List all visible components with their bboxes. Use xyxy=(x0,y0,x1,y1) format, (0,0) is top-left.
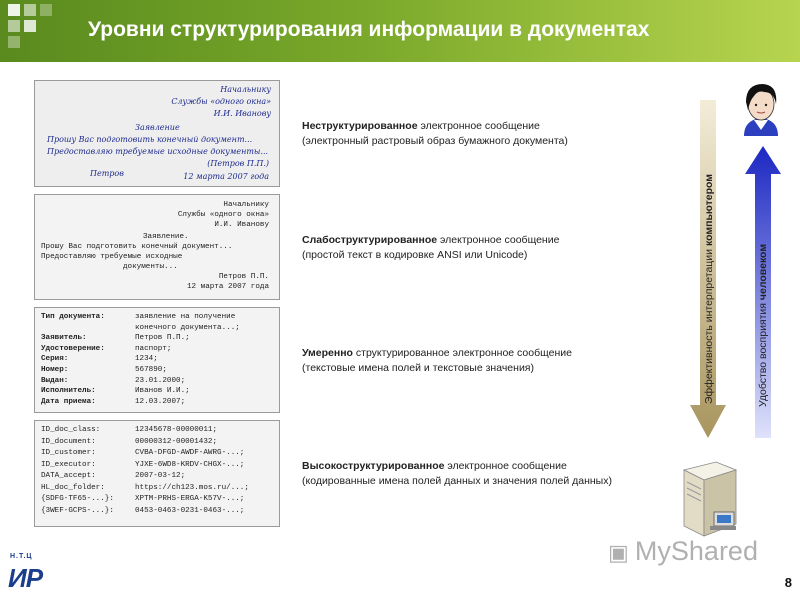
doc1-line: Предоставляю требуемые исходные документы... xyxy=(47,147,269,156)
doc4-field-name: ID_doc_class: xyxy=(41,426,101,434)
desc-bold: Слабоструктурированное xyxy=(302,234,438,246)
doc4-field-name: HL_doc_folder: xyxy=(41,483,105,492)
desc-bold: Умеренно xyxy=(302,347,353,359)
desc-bold: Неструктурированное xyxy=(302,120,418,132)
doc3-field-value: 12.03.2007; xyxy=(135,397,186,406)
doc4-field-value: https://ch123.mos.ru/...; xyxy=(135,483,249,492)
page-number: 8 xyxy=(784,575,792,590)
doc3-field-value: Иванов И.И.; xyxy=(135,387,190,396)
doc2-line: Прошу Вас подготовить конечный документ... xyxy=(41,243,233,251)
coded-document xyxy=(34,420,280,527)
doc3-field-name: Дата приема: xyxy=(41,397,96,406)
desc-bold: Высокоструктурированное xyxy=(302,460,445,472)
computer-label-bold: компьютером xyxy=(703,173,715,247)
doc2-line: Начальнику xyxy=(223,201,269,209)
watermark: ▣ MyShared xyxy=(608,536,758,566)
server-icon xyxy=(676,458,744,538)
doc1-line: Заявление xyxy=(135,123,180,132)
doc3-field-value: конечного документа...; xyxy=(135,323,240,332)
person-icon xyxy=(736,80,786,136)
desc-rest: структурированное электронное сообщение xyxy=(352,347,572,359)
desc-rest: электронное сообщение xyxy=(444,460,567,472)
scanned-document xyxy=(34,80,280,187)
doc4-field-value: YJXE-6WD8-KRDV-CHGX-...; xyxy=(135,460,245,469)
doc4-field-name: {3WEF-GCPS-...}: xyxy=(41,506,114,515)
fielded-text-document xyxy=(34,307,280,413)
human-label-plain: Удобство восприятия xyxy=(757,300,769,407)
description-highly-structured xyxy=(302,459,682,489)
header-decoration xyxy=(0,0,80,62)
company-logo: ИР xyxy=(8,563,43,593)
doc2-line: документы... xyxy=(123,263,178,271)
doc2-line: Петров П.П. xyxy=(218,273,269,281)
human-label-bold: человеком xyxy=(757,243,769,301)
doc3-field-name: Тип документа: xyxy=(41,313,105,321)
doc2-line: 12 марта 2007 года xyxy=(186,283,269,291)
header-bar xyxy=(0,0,800,62)
doc4-field-name: DATA_accept: xyxy=(41,472,96,480)
doc3-field-name: Номер: xyxy=(41,366,69,374)
doc3-field-value: заявление на получение xyxy=(135,313,236,321)
doc1-line: Начальнику xyxy=(220,85,271,94)
doc1-line: (Петров П.П.) xyxy=(207,159,269,168)
desc-rest: электронное сообщение xyxy=(437,234,560,246)
plain-text-document xyxy=(34,194,280,300)
doc1-line: Петров xyxy=(90,169,124,178)
doc4-field-value: 2007-03-12; xyxy=(135,472,186,480)
doc4-field-name: ID_executor: xyxy=(41,460,96,469)
doc1-line: 12 марта 2007 года xyxy=(183,172,269,181)
description-weakly-structured xyxy=(302,233,682,263)
doc1-line: Службы «одного окна» xyxy=(171,97,271,106)
desc-sub: (электронный растровый образ бумажного документа) xyxy=(302,135,568,147)
doc2-line: И.И. Иванову xyxy=(214,221,269,229)
description-moderately-structured xyxy=(302,346,682,376)
doc4-field-value: 0453-0463-0231-0463-...; xyxy=(135,506,245,515)
doc2-line: Заявление. xyxy=(143,233,189,241)
doc3-field-name: Исполнитель: xyxy=(41,387,96,396)
doc2-line: Предоставляю требуемые исходные xyxy=(41,253,183,261)
doc1-line: Прошу Вас подготовить конечный документ... xyxy=(47,135,253,144)
doc3-field-name: Удостоверение: xyxy=(41,344,105,353)
page-title: Уровни структурирования информации в документах xyxy=(88,18,650,41)
doc4-field-value: CVBA-DFGD-AWDF-AWRG-...; xyxy=(135,449,245,457)
desc-sub: (кодированные имена полей данных и значения полей данных) xyxy=(302,475,612,487)
computer-efficiency-label xyxy=(703,174,715,404)
doc3-field-value: 1234; xyxy=(135,355,158,364)
doc1-line: И.И. Иванову xyxy=(213,109,271,118)
doc3-field-value: паспорт; xyxy=(135,344,172,353)
desc-rest: электронное сообщение xyxy=(417,120,540,132)
doc4-field-name: {SDFG-TF65-...}: xyxy=(41,495,114,503)
doc3-field-value: Петров П.П.; xyxy=(135,334,190,343)
doc3-field-name: Серия: xyxy=(41,355,69,364)
desc-sub: (текстовые имена полей и текстовые значения) xyxy=(302,362,534,374)
doc4-field-name: ID_document: xyxy=(41,437,96,446)
doc3-field-value: 567890; xyxy=(135,366,167,374)
desc-sub: (простой текст в кодировке ANSI или Unicode) xyxy=(302,249,528,261)
watermark-text: MyShared xyxy=(634,536,758,566)
doc3-field-value: 23.01.2000; xyxy=(135,376,186,385)
human-convenience-label xyxy=(757,244,769,407)
computer-label-plain: Эффективность интерпретации xyxy=(703,246,715,404)
doc4-field-value: XPTM-PRHS-ERGA-K57V-...; xyxy=(135,495,245,503)
doc4-field-value: 00000312-00001432; xyxy=(135,437,218,446)
doc4-field-name: ID_customer: xyxy=(41,449,96,457)
doc3-field-name: Заявитель: xyxy=(41,334,87,343)
doc4-field-value: 12345678-00000011; xyxy=(135,426,218,434)
doc2-line: Службы «одного окна» xyxy=(177,211,269,219)
description-unstructured xyxy=(302,119,682,149)
logo-caption: Н.Т.Ц xyxy=(10,553,33,560)
doc3-field-name: Выдан: xyxy=(41,376,69,385)
